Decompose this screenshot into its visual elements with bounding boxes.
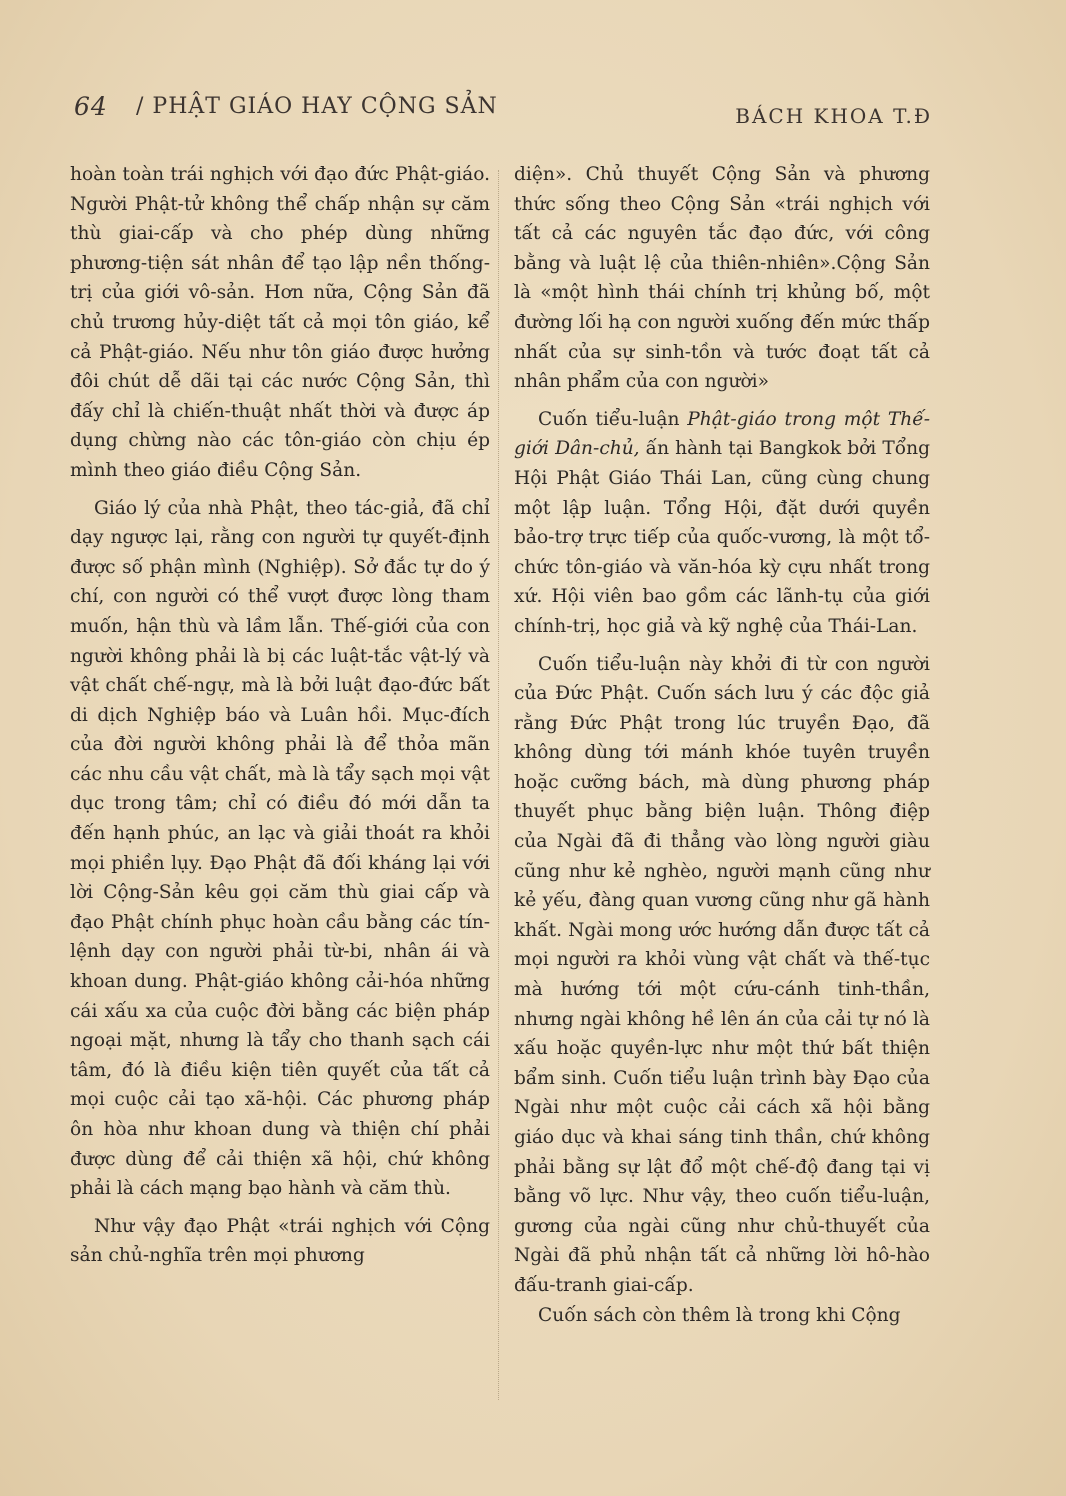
running-header bbox=[74, 92, 932, 132]
page-number: 64 bbox=[74, 92, 108, 121]
book-title: Phật-giáo trong một Thế-giới Dân-chủ, bbox=[514, 408, 930, 460]
left-column bbox=[70, 160, 490, 1271]
left-paragraph-3: Như vậy đạo Phật «trái nghịch với Cộng sản chủ-nghĩa trên mọi phương bbox=[70, 1215, 490, 1267]
column-divider bbox=[498, 170, 500, 1400]
right-paragraph-2-rest: ấn hành tại Bangkok bởi Tổng Hội Phật Giáo Thái Lan, cũng cùng chung một lập luận. Tổng Hội, đặt dưới quyền bảo-trợ trực tiếp của quốc-vương, là một tổ-chức tôn-giáo và văn-hóa kỳ cựu nhất trong xứ. Hội viên bao gồm các lãnh-tụ của giới chính-trị, học giả và kỹ nghệ của Thái-Lan. bbox=[514, 438, 930, 637]
left-paragraph-2: Giáo lý của nhà Phật, theo tác-giả, đã chỉ dạy ngược lại, rằng con người tự quyết-định được số phận mình (Nghiệp). Sở đắc tự do ý chí, con người có thể vượt được lòng tham muốn, hận thù và lầm lẫn. Thế-giới của con người không phải là bị các luật-tắc vật-lý và vật chất chế-ngự, mà là bởi luật đạo-đức bất di dịch Nghiệp báo và Luân hồi. Mục-đích của đời người không phải là để thỏa mãn các nhu cầu vật chất, mà là tẩy sạch mọi vật dục trong tâm; chỉ có điều đó mới dẫn ta đến hạnh phúc, an lạc và giải thoát ra khỏi mọi phiền lụy. Đạo Phật đã đối kháng lại với lời Cộng-Sản kêu gọi căm thù giai cấp và đạo Phật chính phục hoàn cầu bằng các tín-lệnh dạy con người phải từ-bi, nhân ái và khoan dung. Phật-giáo không cải-hóa những cái xấu xa của cuộc đời bằng các biện pháp ngoại mặt, nhưng là tẩy cho thanh sạch cái tâm, đó là điều kiện tiên quyết của tất cả mọi cuộc cải tạo xã-hội. Các phương pháp ôn hòa như khoan dung và thiện chí phải được dùng để cải thiện xã hội, chứ không phải là cách mạng bạo hành và căm thù. bbox=[70, 497, 490, 1200]
running-title: / PHẬT GIÁO HAY CỘNG SẢN bbox=[136, 94, 498, 119]
right-paragraph-1: diện». Chủ thuyết Cộng Sản và phương thức sống theo Cộng Sản «trái nghịch với tất cả các nguyên tắc đạo đức, với công bằng và luật lệ của thiên-nhiên».Cộng Sản là «một hình thái chính trị khủng bố, một đường lối hạ con người xuống đến mức thấp nhất của sự sinh-tồn và tước đoạt tất cả nhân phẩm của con người» bbox=[514, 164, 930, 393]
right-paragraph-4: Cuốn sách còn thêm là trong khi Cộng bbox=[538, 1304, 901, 1326]
right-paragraph-3: Cuốn tiểu-luận này khởi đi từ con người của Đức Phật. Cuốn sách lưu ý các độc giả rằng Đức Phật trong lúc truyền Đạo, đã không dùng tới mánh khóe tuyên truyền hoặc cưỡng bách, mà dùng phương pháp thuyết phục bằng biện luận. Thông điệp của Ngài đã đi thẳng vào lòng người giàu cũng như kẻ nghèo, người mạnh cũng như kẻ yếu, đàng quan vương cũng như gã hành khất. Ngài mong ước hướng dẫn được tất cả mọi người ra khỏi vùng vật chất và thế-tục mà hướng tới một cứu-cánh tinh-thần, nhưng ngài không hề lên án của cải tự nó là xấu hoặc quyền-lực như một thứ bất thiện bẩm sinh. Cuốn tiểu luận trình bày Đạo của Ngài như một cuộc cải cách xã hội bằng giáo dục và khai sáng tinh thần, chứ không phải bằng sự lật đổ một chế-độ đang tại vị bằng võ lực. Như vậy, theo cuốn tiểu-luận, gương của ngài cũng như chủ-thuyết của Ngài đã phủ nhận tất cả những lời hô-hào đấu-tranh giai-cấp. bbox=[514, 653, 930, 1296]
right-paragraph-2-start: Cuốn tiểu-luận bbox=[538, 408, 688, 430]
publication-name: BÁCH KHOA T.Đ bbox=[735, 104, 932, 128]
right-column bbox=[514, 160, 930, 1330]
right-paragraph-2 bbox=[514, 405, 930, 642]
left-paragraph-1: hoàn toàn trái nghịch với đạo đức Phật-giáo. Người Phật-tử không thể chấp nhận sự căm thù giai-cấp và cho phép dùng những phương-tiện sát nhân để tạo lập nền thống-trị của giới vô-sản. Hơn nữa, Cộng Sản đã chủ trương hủy-diệt tất cả mọi tôn giáo, kể cả Phật-giáo. Nếu như tôn giáo được hưởng đôi chút dễ dãi tại các nước Cộng Sản, thì đấy chỉ là chiến-thuật nhất thời và được áp dụng chừng nào các tôn-giáo còn chịu ép mình theo giáo điều Cộng Sản. bbox=[70, 164, 490, 481]
